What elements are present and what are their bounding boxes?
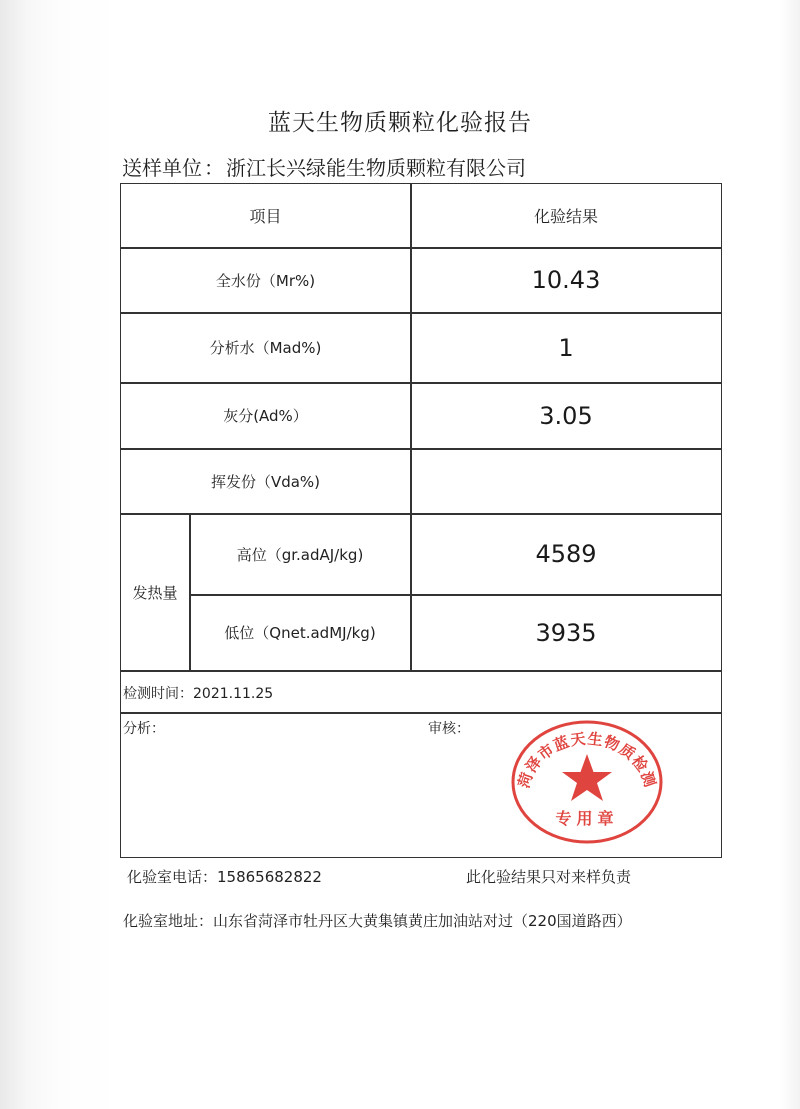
row-value-analysis-water: 1 bbox=[558, 333, 574, 362]
row-value-moisture: 10.43 bbox=[531, 266, 601, 294]
seal-bottom-text: 专用章 bbox=[555, 809, 619, 828]
table-rule bbox=[121, 712, 721, 714]
official-seal bbox=[508, 718, 666, 846]
sender-line: 送样单位 ： 浙江长兴绿能生物质颗粒有限公司 bbox=[122, 156, 526, 180]
row-label-moisture: 全水份（Mr%) bbox=[215, 271, 316, 290]
analysis-label: 分析： bbox=[123, 721, 165, 737]
row-label-gross-heat: 高位（gr.adAJ/kg) bbox=[236, 545, 364, 564]
lab-phone: 化验室电话：15865682822 bbox=[127, 868, 322, 886]
row-value-gross-heat: 4589 bbox=[535, 540, 597, 568]
row-label-net-heat: 低位（Qnet.adMJ/kg) bbox=[224, 624, 376, 642]
sender-label: 送样单位 bbox=[122, 156, 202, 180]
row-value-ash: 3.05 bbox=[539, 401, 593, 430]
header-result: 化验结果 bbox=[533, 207, 598, 226]
sender-value: 浙江长兴绿能生物质颗粒有限公司 bbox=[226, 156, 526, 180]
row-value-net-heat: 3935 bbox=[535, 618, 597, 647]
heat-group-label: 发热量 bbox=[132, 583, 178, 602]
seal-graphic bbox=[508, 718, 666, 846]
lab-address: 化验室地址：山东省菏泽市牡丹区大黄集镇黄庄加油站对过（220国道路西） bbox=[123, 912, 632, 930]
row-label-analysis-water: 分析水（Mad%) bbox=[209, 339, 322, 357]
header-item: 项目 bbox=[249, 207, 282, 226]
row-label-ash: 灰分(Ad%） bbox=[223, 407, 308, 425]
review-label: 审核： bbox=[428, 721, 470, 737]
seal-arc-text: 菏泽市蓝天生物质检测 bbox=[514, 729, 660, 791]
test-date: 检测时间：2021.11.25 bbox=[123, 686, 274, 702]
report-title: 蓝天生物质颗粒化验报告 bbox=[268, 110, 532, 136]
row-value-volatile bbox=[411, 449, 721, 513]
row-label-volatile: 挥发份（Vda%) bbox=[210, 472, 321, 491]
table-rule bbox=[121, 670, 721, 672]
disclaimer: 此化验结果只对来样负责 bbox=[466, 868, 632, 886]
